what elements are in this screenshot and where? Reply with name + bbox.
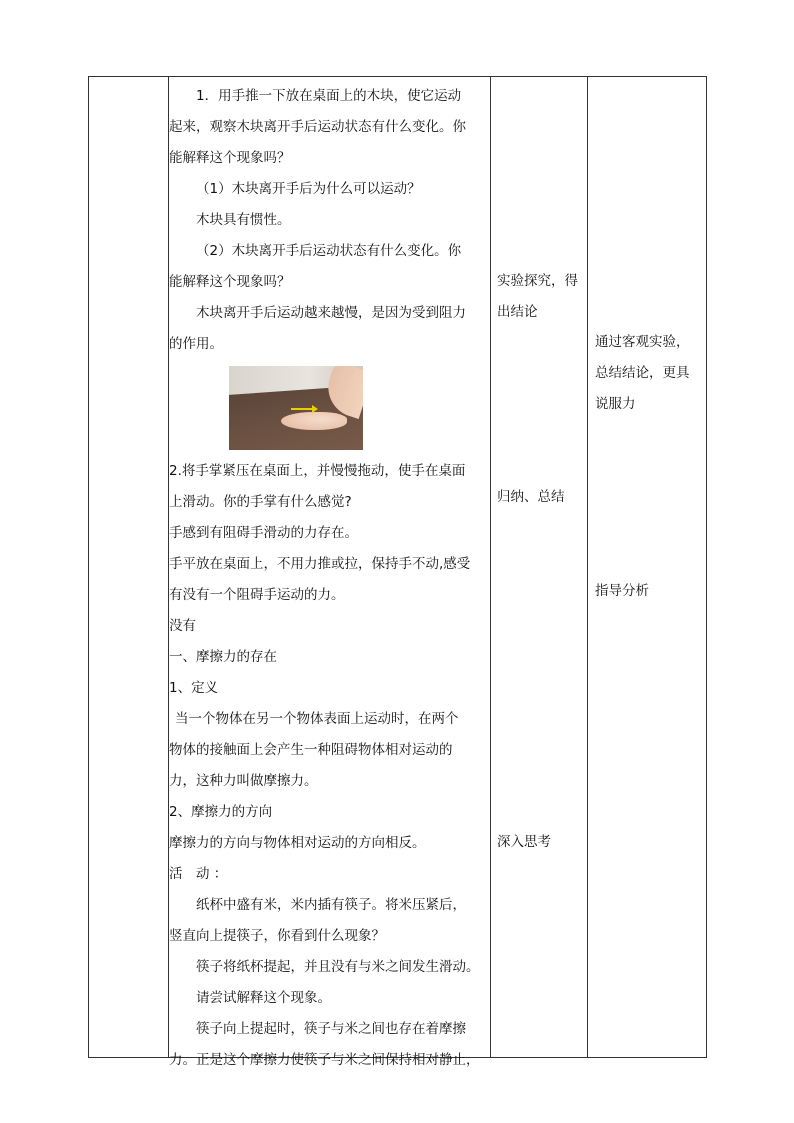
text-line: （2）木块离开手后运动状态有什么变化。你 [196, 243, 462, 259]
text-line: 总结结论，更具 [595, 365, 690, 381]
design-intent-guidance: 指导分析 [595, 583, 649, 599]
text-line: 能解释这个现象吗？ [169, 274, 291, 290]
text-line: 摩擦力的方向与物体相对运动的方向相反。 [169, 835, 426, 851]
text-line: 物体的接触面上会产生一种阻碍物体相对运动的 [169, 742, 453, 758]
text-line: 的作用。 [169, 336, 223, 352]
text-line: 起来，观察木块离开手后运动状态有什么变化。你 [169, 119, 466, 135]
text-line: 当一个物体在另一个物体表面上运动时，在两个 [175, 711, 459, 727]
text-line: 木块具有惯性。 [196, 212, 291, 228]
column-divider [587, 77, 588, 1057]
text-line: 手感到有阻碍手滑动的力存在。 [169, 525, 358, 541]
text-line: 实验探究，得 [497, 273, 578, 289]
student-activity-experiment [497, 266, 578, 328]
text-line: 能解释这个现象吗？ [169, 150, 291, 166]
text-line: 力，这种力叫做摩擦力。 [169, 773, 318, 789]
hand-on-table-photo [229, 366, 363, 450]
text-line: 木块离开手后运动越来越慢，是因为受到阻力 [196, 305, 466, 321]
text-line: 纸杯中盛有米，米内插有筷子。将米压紧后， [196, 897, 466, 913]
subsection-heading: 1、定义 [169, 680, 219, 696]
text-line: 请尝试解释这个现象。 [196, 990, 331, 1006]
text-line: 通过客观实验， [595, 334, 690, 350]
arrow-icon [291, 408, 313, 410]
activity-heading: 活 动 ： [169, 866, 228, 882]
design-intent-experiment [595, 327, 690, 420]
student-activity-reflection: 深入思考 [497, 834, 551, 850]
text-line: 出结论 [497, 304, 538, 320]
subsection-heading: 2、摩擦力的方向 [169, 804, 273, 820]
teaching-process-cell [169, 81, 485, 1076]
text-line: 筷子将纸杯提起，并且没有与米之间发生滑动。 [196, 959, 480, 975]
section-heading: 一、摩擦力的存在 [169, 649, 277, 665]
text-line: （1）木块离开手后为什么可以运动？ [196, 181, 421, 197]
text-line: 有没有一个阻碍手运动的力。 [169, 587, 345, 603]
text-line: 1．用手推一下放在桌面上的木块，使它运动 [196, 88, 462, 104]
text-line: 上滑动。你的手掌有什么感觉? [169, 494, 352, 510]
text-line: 说服力 [595, 396, 636, 412]
text-line: 2.将手掌紧压在桌面上，并慢慢拖动，使手在桌面 [169, 463, 466, 479]
text-line: 筷子向上提起时，筷子与米之间也存在着摩擦 [196, 1021, 466, 1037]
text-line: 力。正是这个摩擦力使筷子与米之间保持相对静止， [169, 1052, 480, 1068]
column-divider [490, 77, 491, 1057]
text-line: 手平放在桌面上，不用力推或拉，保持手不动,感受 [169, 556, 471, 572]
lesson-table [88, 76, 707, 1068]
student-activity-summary: 归纳、总结 [497, 489, 565, 505]
text-line: 竖直向上提筷子，你看到什么现象？ [169, 928, 385, 944]
text-line: 没有 [169, 618, 196, 634]
